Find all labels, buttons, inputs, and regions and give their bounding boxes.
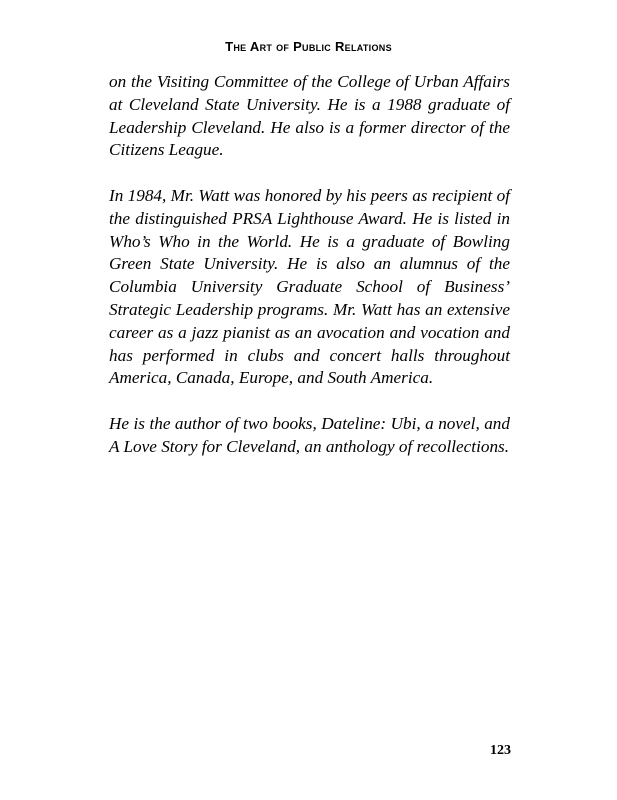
paragraph-awards-career: In 1984, Mr. Watt was honored by his peers as recipient of the distinguished PRSA Lighthouse Award. He is listed in Who’s Who in the World. He is a graduate of Bowling Green State University. He is also an alumnus of the Columbia University Graduate School of Business’ Strategic Leadership programs. Mr. Watt has an extensive career as a jazz pianist as an avocation and vocation and has performed in clubs and concert halls throughout America, Canada, Europe, and South America. xyxy=(109,185,510,388)
page-number: 123 xyxy=(490,743,511,758)
paragraph-committee-bio: on the Visiting Committee of the College of Urban Affairs at Cleveland State University. He is a 1988 graduate of Leadership Cleveland. He also is a former director of the Citizens League. xyxy=(109,72,510,160)
running-header-title: The Art of Public Relations xyxy=(225,39,392,54)
body-text xyxy=(109,71,510,459)
paragraph-books: He is the author of two books, Dateline: Ubi, a novel, and A Love Story for Cleveland, an anthology of recollections. xyxy=(109,413,510,456)
